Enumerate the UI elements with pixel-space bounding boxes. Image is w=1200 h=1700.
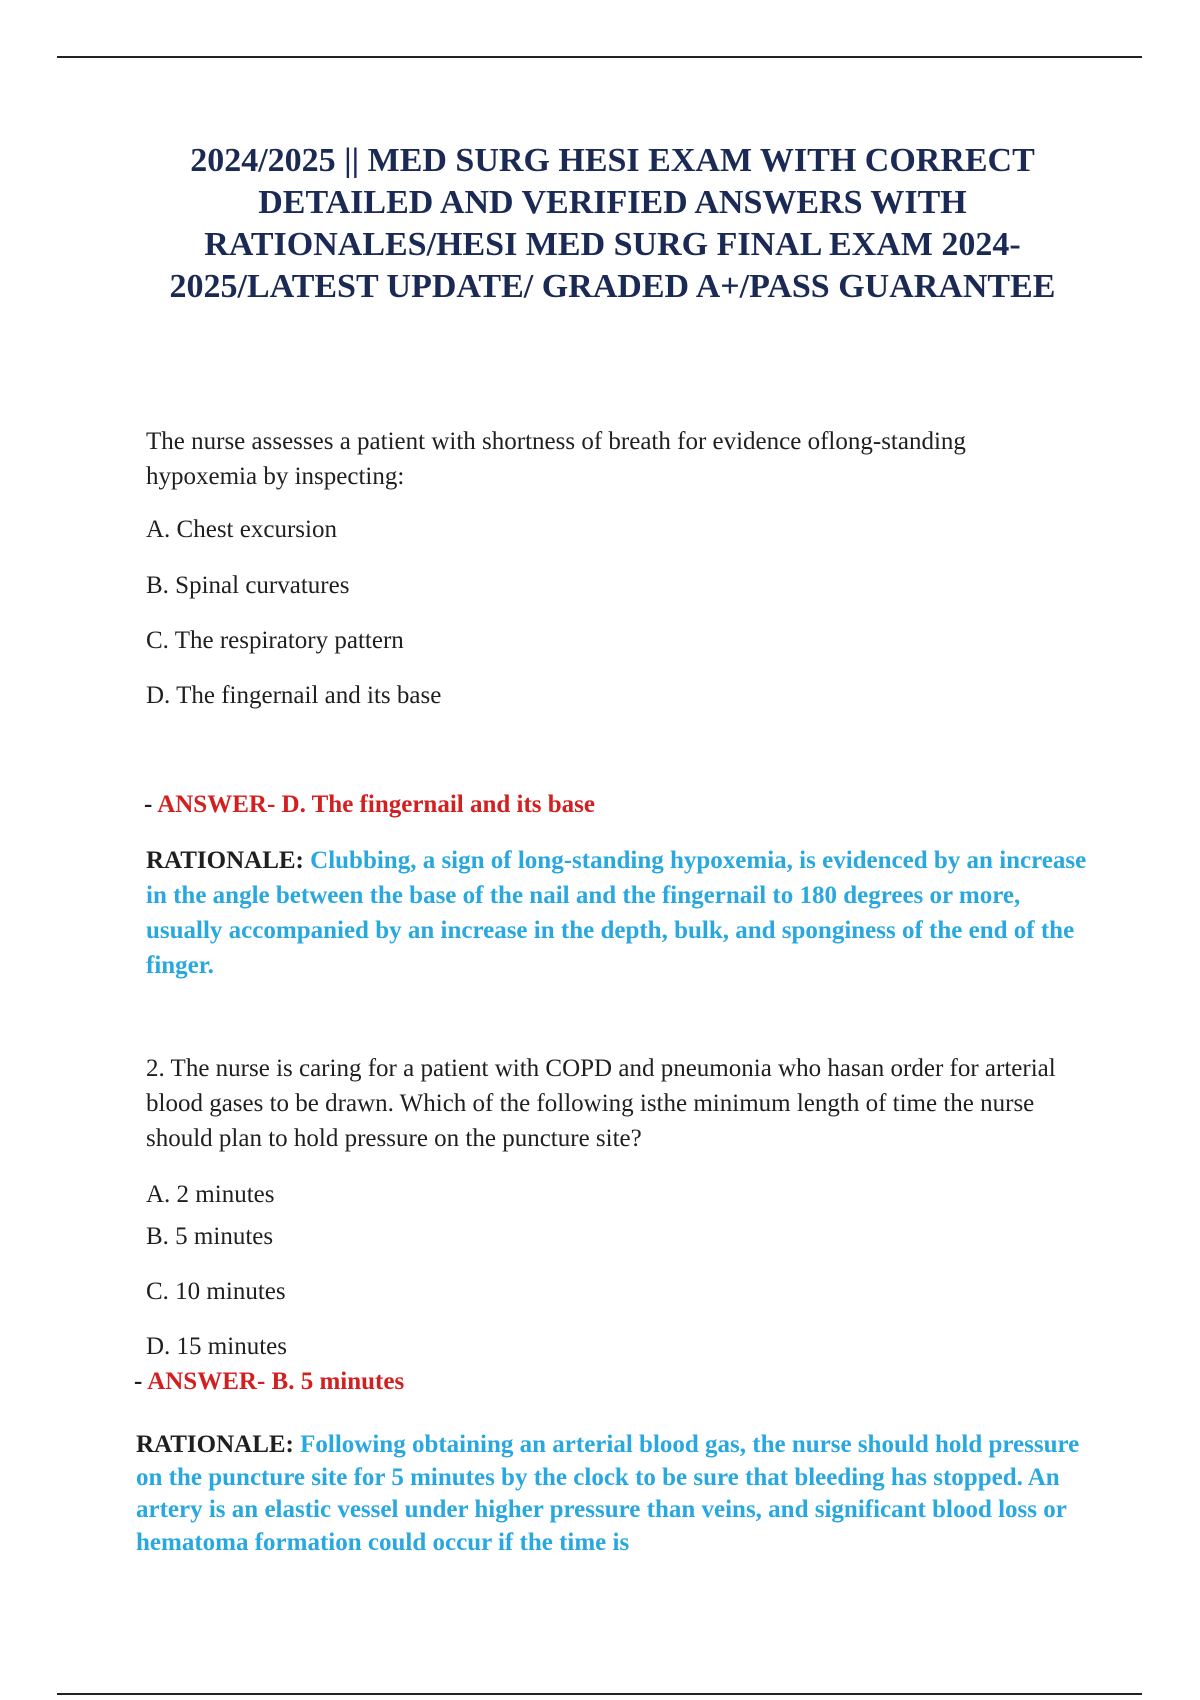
question-1-option-b: B. Spinal curvatures <box>146 572 350 599</box>
question-1-option-d: D. The fingernail and its base <box>146 682 442 709</box>
question-2-option-a: A. 2 minutes <box>146 1181 275 1208</box>
question-1-option-a: A. Chest excursion <box>146 516 337 543</box>
question-1-option-c: C. The respiratory pattern <box>146 627 404 654</box>
answer-text: ANSWER- B. 5 minutes <box>147 1368 405 1395</box>
bottom-rule <box>57 1693 1142 1695</box>
question-1-answer <box>144 789 595 821</box>
question-2-rationale <box>136 1429 1096 1559</box>
top-rule <box>57 56 1142 58</box>
question-1-stem: The nurse assesses a patient with shortness of breath for evidence oflong-standing hypoxemia by inspecting: <box>146 428 966 490</box>
question-2-option-c: C. 10 minutes <box>146 1278 286 1305</box>
question-2-option-b: B. 5 minutes <box>146 1223 274 1250</box>
rationale-label: RATIONALE: <box>146 847 304 874</box>
rationale-text: Following obtaining an arterial blood gas, the nurse should hold pressure on the puncture site for 5 minutes by the clock to be sure that bleeding has stopped. An artery is an elastic vessel under higher pressure than veins, and significant blood loss or hematoma formation could occur if the time is <box>136 1431 1080 1556</box>
question-2-answer <box>134 1366 404 1398</box>
answer-text: ANSWER- D. The fingernail and its base <box>157 791 595 818</box>
rationale-text: Clubbing, a sign of long-standing hypoxemia, is evidenced by an increase in the angle between the base of the nail and the fingernail to 180 degrees or more, usually accompanied by an increase in the depth, bulk, and sponginess of the end of the finger. <box>146 847 1087 979</box>
answer-prefix: - <box>134 1368 148 1395</box>
answer-prefix: - <box>144 791 158 818</box>
document-title: 2024/2025 || MED SURG HESI EXAM WITH CORRECT DETAILED AND VERIFIED ANSWERS WITH RATIONALES/HESI MED SURG FINAL EXAM 2024-2025/LATEST UPDATE/ GRADED A+/PASS GUARANTEE <box>169 142 1056 305</box>
rationale-label: RATIONALE: <box>136 1431 294 1458</box>
question-2-option-d: D. 15 minutes <box>146 1333 287 1360</box>
question-1-rationale <box>146 843 1096 983</box>
question-2-stem: 2. The nurse is caring for a patient with COPD and pneumonia who hasan order for arterial blood gases to be drawn. Which of the following isthe minimum length of time the nurse should plan to hold pressure on the puncture site? <box>146 1055 1056 1152</box>
